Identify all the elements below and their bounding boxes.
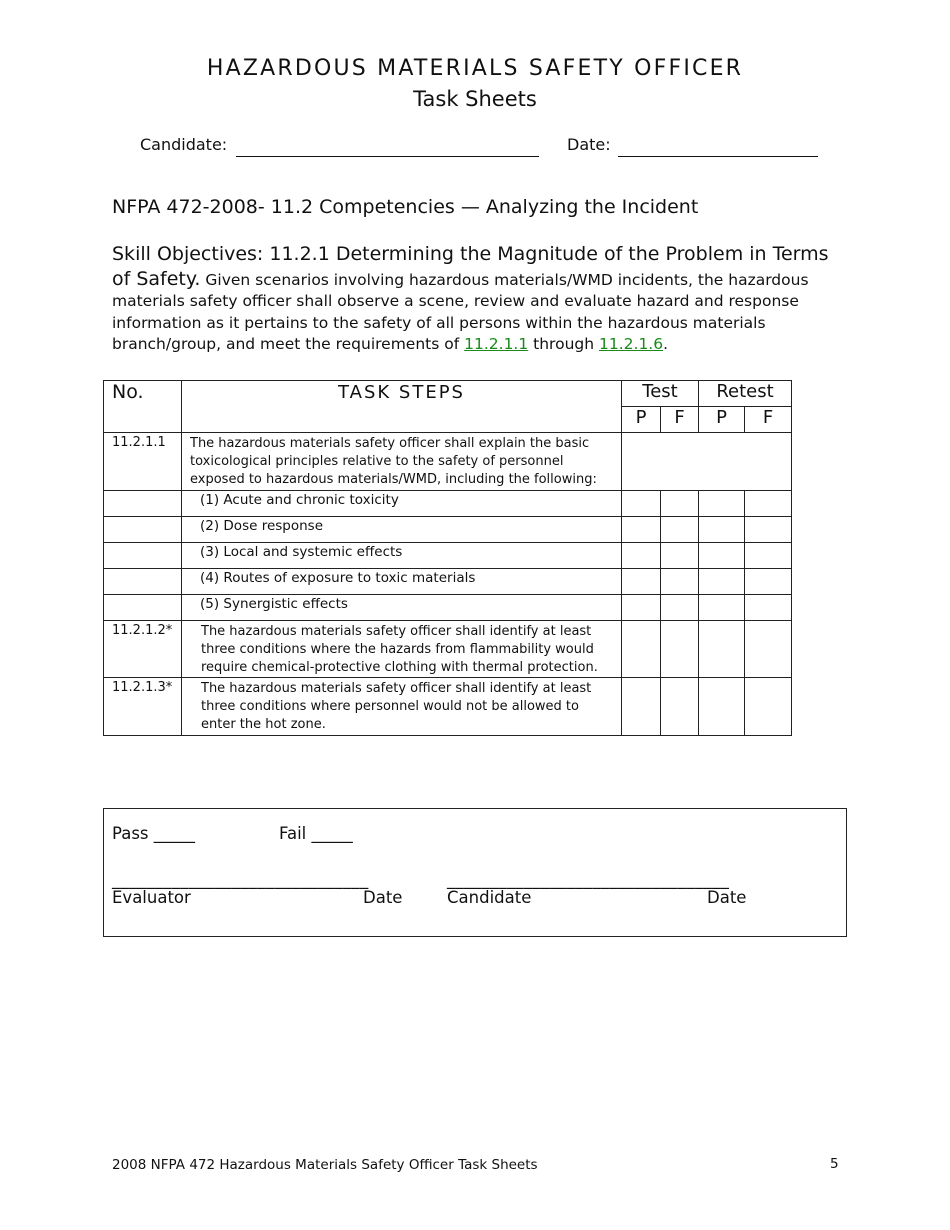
candidate-label: Candidate: (140, 135, 228, 154)
test-pass-cell[interactable] (622, 491, 661, 517)
test-fail-cell[interactable] (661, 491, 699, 517)
document-title: HAZARDOUS MATERIALS SAFETY OFFICER (206, 56, 744, 81)
retest-fail-cell[interactable] (745, 595, 792, 621)
test-pass-cell[interactable] (622, 595, 661, 621)
test-pass-cell[interactable] (622, 621, 661, 678)
retest-fail-cell[interactable] (745, 517, 792, 543)
merged-result-cell (622, 433, 792, 491)
retest-fail-cell[interactable] (745, 678, 792, 736)
step-text: The hazardous materials safety officer shall identify at least three conditions where the hazards from flammability would require chemical-protective clothing with thermal protection. (182, 621, 622, 678)
step-text: (2) Dose response (182, 517, 622, 543)
objective-lead: Skill Objectives: 11.2.1 Determining the Magnitude of the Problem in Terms of Safety. (112, 243, 829, 290)
retest-fail-cell[interactable] (745, 543, 792, 569)
retest-pass-cell[interactable] (699, 543, 745, 569)
step-number (104, 517, 182, 543)
evaluator-label: Evaluator (112, 888, 191, 907)
col-header-test: Test (622, 381, 699, 407)
retest-pass-cell[interactable] (699, 569, 745, 595)
table-row (104, 543, 792, 569)
table-row (104, 491, 792, 517)
step-text: (4) Routes of exposure to toxic materials (182, 569, 622, 595)
test-fail-cell[interactable] (661, 569, 699, 595)
retest-fail-cell[interactable] (745, 621, 792, 678)
step-number (104, 491, 182, 517)
retest-pass-cell[interactable] (699, 595, 745, 621)
date-field[interactable] (618, 156, 818, 157)
test-fail-cell[interactable] (661, 621, 699, 678)
test-pass-cell[interactable] (622, 569, 661, 595)
col-header-retest-pass: P (699, 407, 745, 433)
step-number: 11.2.1.1 (104, 433, 182, 491)
step-text: The hazardous materials safety officer shall explain the basic toxicological principles relative to the safety of personnel exposed to hazardous materials/WMD, including the following: (182, 433, 622, 491)
retest-pass-cell[interactable] (699, 678, 745, 736)
objective-end: . (663, 335, 669, 353)
evaluation-box (103, 808, 847, 937)
retest-pass-cell[interactable] (699, 491, 745, 517)
step-number: 11.2.1.2* (104, 621, 182, 678)
evaluator-date-label: Date (363, 888, 403, 907)
task-steps-table (103, 380, 792, 736)
objective-through: through (533, 335, 595, 353)
objective-body: Given scenarios involving hazardous materials/WMD incidents, the hazardous materials safety officer shall observe a scene, review and evaluate hazard and response information as it pertains to the safety of all persons within the hazardous materials branch/group, and meet the requirements of (112, 270, 809, 353)
step-number: 11.2.1.3* (104, 678, 182, 736)
table-row (104, 595, 792, 621)
test-pass-cell[interactable] (622, 678, 661, 736)
document-subtitle: Task Sheets (413, 87, 537, 111)
col-header-task-steps: TASK STEPS (182, 381, 622, 433)
test-fail-cell[interactable] (661, 595, 699, 621)
candidate-label: Candidate (447, 888, 532, 907)
test-fail-cell[interactable] (661, 517, 699, 543)
fail-field[interactable]: Fail _____ (279, 824, 353, 843)
table-row (104, 433, 792, 491)
retest-fail-cell[interactable] (745, 491, 792, 517)
col-header-no: No. (104, 381, 182, 433)
step-text: (1) Acute and chronic toxicity (182, 491, 622, 517)
step-number (104, 543, 182, 569)
section-heading: NFPA 472-2008- 11.2 Competencies — Analyzing the Incident (112, 196, 699, 218)
retest-pass-cell[interactable] (699, 517, 745, 543)
table-row (104, 517, 792, 543)
link-11-2-1-1[interactable]: 11.2.1.1 (464, 335, 529, 353)
pass-field[interactable]: Pass _____ (112, 824, 196, 843)
step-number (104, 595, 182, 621)
step-text: The hazardous materials safety officer shall identify at least three conditions where personnel would not be allowed to enter the hot zone. (182, 678, 622, 736)
candidate-field[interactable] (236, 156, 539, 157)
test-pass-cell[interactable] (622, 543, 661, 569)
table-row (104, 569, 792, 595)
step-text: (3) Local and systemic effects (182, 543, 622, 569)
col-header-test-fail: F (661, 407, 699, 433)
retest-fail-cell[interactable] (745, 569, 792, 595)
page-number: 5 (830, 1156, 839, 1172)
step-number (104, 569, 182, 595)
skill-objective (112, 242, 832, 356)
evaluator-signature-line[interactable]: ______________________________ (112, 870, 369, 889)
footer-text: 2008 NFPA 472 Hazardous Materials Safety Officer Task Sheets (112, 1157, 538, 1173)
step-text: (5) Synergistic effects (182, 595, 622, 621)
candidate-date-label: Date (707, 888, 747, 907)
table-row (104, 678, 792, 736)
date-label: Date: (567, 135, 611, 154)
test-pass-cell[interactable] (622, 517, 661, 543)
col-header-retest-fail: F (745, 407, 792, 433)
col-header-retest: Retest (699, 381, 792, 407)
link-11-2-1-6[interactable]: 11.2.1.6 (599, 335, 664, 353)
col-header-test-pass: P (622, 407, 661, 433)
test-fail-cell[interactable] (661, 543, 699, 569)
table-row (104, 621, 792, 678)
candidate-signature-line[interactable]: _________________________________ (447, 870, 730, 889)
retest-pass-cell[interactable] (699, 621, 745, 678)
test-fail-cell[interactable] (661, 678, 699, 736)
